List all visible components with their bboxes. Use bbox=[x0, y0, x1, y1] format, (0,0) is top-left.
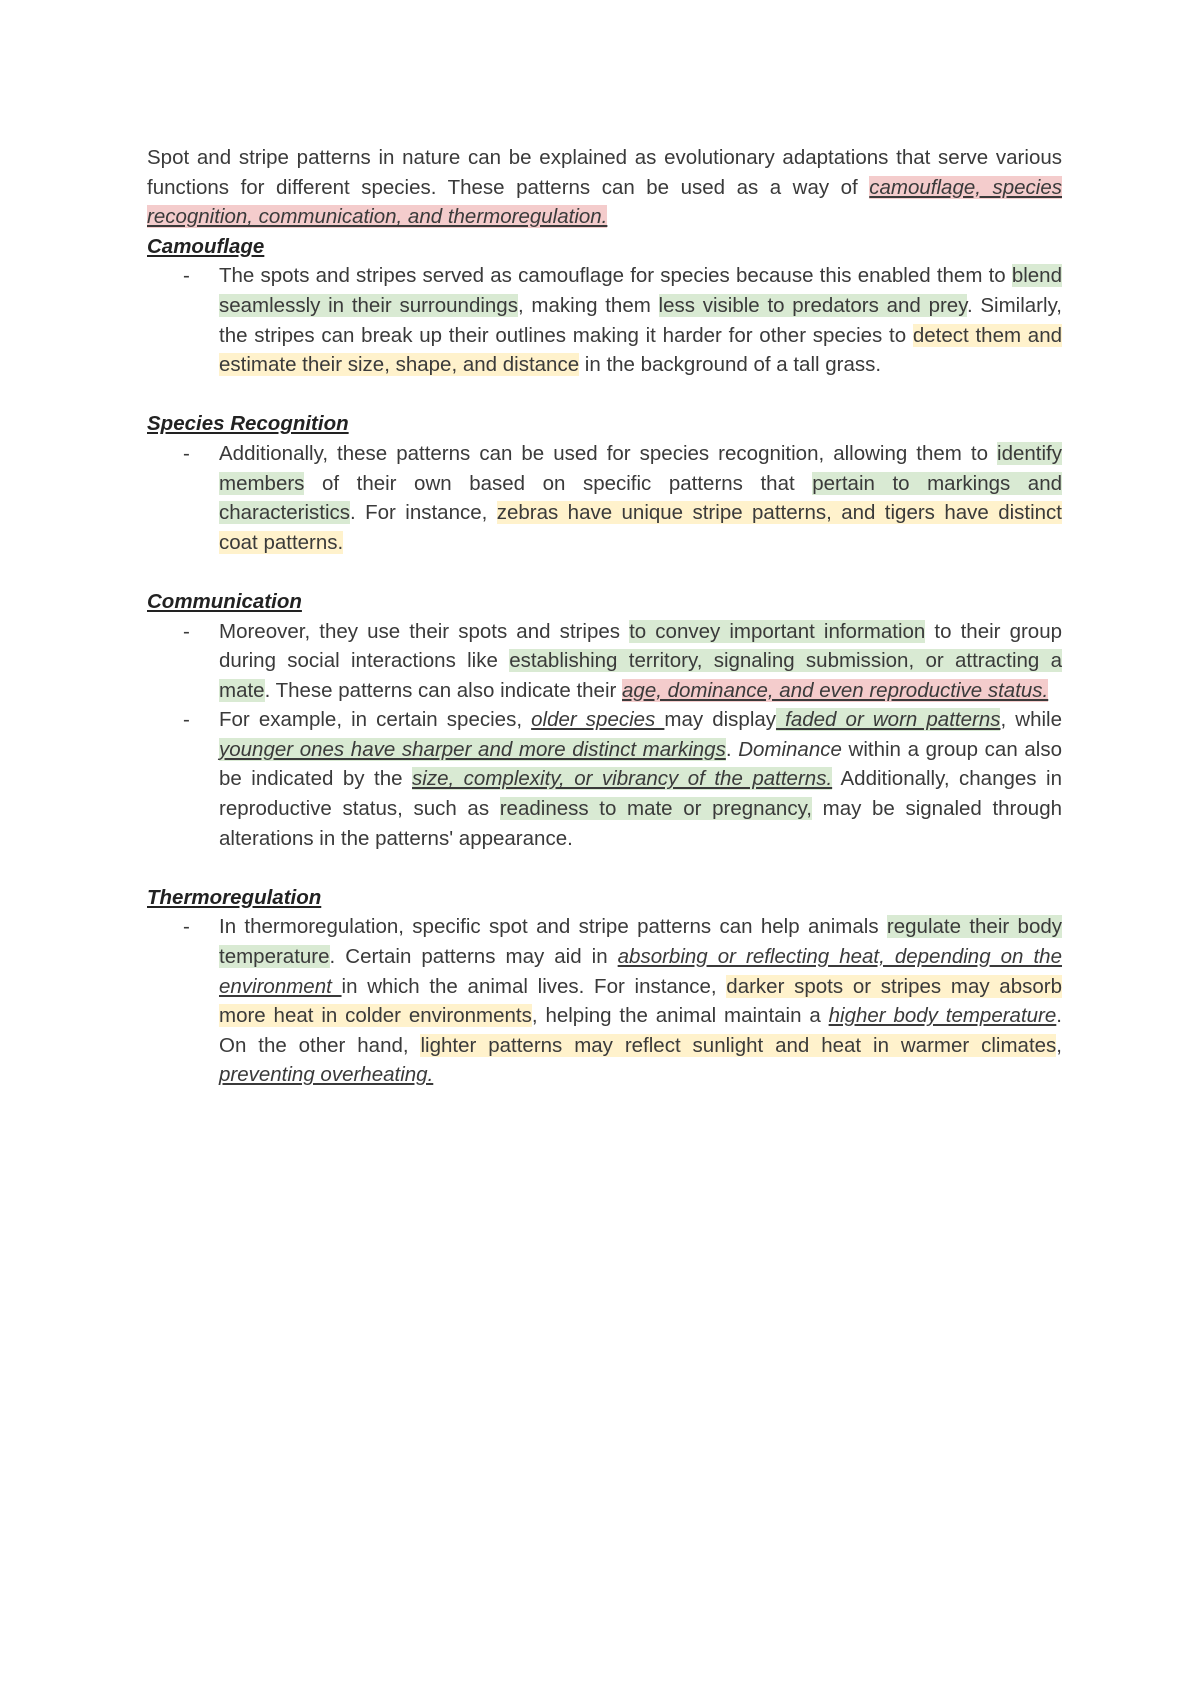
text-run: . Certain patterns may aid in bbox=[329, 945, 618, 969]
emphasized-text: Dominance bbox=[738, 737, 842, 761]
document-page bbox=[147, 143, 1062, 1120]
text-run: For example, in certain species, bbox=[219, 708, 532, 732]
section-communication bbox=[147, 587, 1062, 853]
text-run: within a group can also be indicated by the bbox=[219, 737, 1062, 791]
highlighted-text: establishing territory, signaling submission, or attracting a mate bbox=[219, 649, 1062, 702]
bullet-text bbox=[219, 620, 1062, 702]
highlighted-text: blend seamlessly in their surroundings bbox=[219, 264, 1062, 317]
text-run: . Similarly, the stripes can break up their outlines making it harder for other species to bbox=[219, 293, 1062, 347]
bullet-text bbox=[219, 708, 1062, 849]
bullet-dash: - bbox=[183, 264, 190, 288]
text-run: . For instance, bbox=[350, 501, 497, 525]
highlighted-text: detect them and estimate their size, shape, and distance bbox=[219, 323, 1062, 377]
text-run: , while bbox=[1000, 708, 1062, 732]
text-run: In thermoregulation, specific spot and stripe patterns can help animals bbox=[219, 915, 887, 939]
text-run: may be signaled through alterations in the patterns' appearance. bbox=[219, 797, 1062, 850]
bullet-text bbox=[219, 442, 1062, 554]
highlighted-text: faded or worn patterns bbox=[776, 708, 1001, 732]
text-run: , bbox=[1056, 1033, 1062, 1057]
highlighted-text: to convey important information bbox=[629, 619, 926, 643]
bullet-dash: - bbox=[183, 441, 190, 465]
text-run: Spot and stripe patterns in nature can be explained as evolutionary adaptations that serve various functions for different species. These patterns can be used as a way of bbox=[147, 146, 1062, 199]
highlighted-text: pertain to markings and characteristics bbox=[219, 471, 1062, 525]
text-run: in the background of a tall grass. bbox=[579, 353, 882, 377]
highlighted-text: younger ones have sharper and more distinct markings bbox=[219, 737, 726, 761]
text-run: of their own based on specific patterns that bbox=[304, 471, 813, 495]
emphasized-text: preventing overheating. bbox=[219, 1063, 434, 1087]
bullet-text bbox=[219, 264, 1062, 376]
highlighted-text: regulate their body temperature bbox=[219, 915, 1063, 969]
bullet-list bbox=[147, 617, 1062, 854]
text-run: The spots and stripes served as camouflage for species because this enabled them to bbox=[219, 264, 1012, 288]
bullet-dash: - bbox=[183, 915, 190, 939]
highlighted-text: darker spots or stripes may absorb more heat in colder environments bbox=[219, 974, 1062, 1028]
bullet-text bbox=[219, 915, 1062, 1086]
section-camouflage bbox=[147, 232, 1062, 380]
text-run: . bbox=[725, 737, 739, 761]
highlighted-text: identify members bbox=[219, 441, 1062, 495]
text-run: may display bbox=[664, 708, 777, 732]
text-run: Additionally, these patterns can be used for species recognition, allowing them to bbox=[219, 441, 998, 465]
emphasized-text: absorbing or reflecting heat, depending on the environment bbox=[219, 945, 1062, 998]
text-run: , helping the animal maintain a bbox=[531, 1004, 829, 1028]
emphasized-text: higher body temperature bbox=[828, 1004, 1057, 1028]
bullet-item bbox=[147, 617, 1062, 706]
highlighted-text: lighter patterns may reflect sunlight and heat in warmer climates bbox=[420, 1033, 1057, 1057]
section-thermoregulation bbox=[147, 883, 1062, 1090]
bullet-item bbox=[147, 705, 1062, 853]
section-heading: Communication bbox=[147, 589, 302, 613]
intro-paragraph bbox=[147, 143, 1062, 232]
text-run: , making them bbox=[517, 293, 659, 317]
highlighted-text: size, complexity, or vibrancy of the patterns. bbox=[412, 767, 833, 791]
bullet-list bbox=[147, 912, 1062, 1090]
highlighted-text: less visible to predators and prey bbox=[658, 293, 967, 317]
section-heading: Species Recognition bbox=[147, 412, 349, 436]
highlighted-text: zebras have unique stripe patterns, and tigers have distinct coat patterns. bbox=[219, 501, 1062, 554]
emphasized-text: older species bbox=[531, 708, 665, 732]
text-run: Moreover, they use their spots and stripes bbox=[219, 619, 630, 643]
bullet-item bbox=[147, 439, 1062, 557]
text-run: to their group during social interactions like bbox=[219, 619, 1063, 673]
text-run: in which the animal lives. For instance, bbox=[341, 974, 727, 998]
bullet-list bbox=[147, 261, 1062, 379]
highlighted-text: readiness to mate or pregnancy, bbox=[499, 797, 812, 821]
text-run: . These patterns can also indicate their bbox=[264, 678, 623, 702]
text-run: . On the other hand, bbox=[219, 1004, 1062, 1057]
highlighted-text: camouflage, species recognition, communication, and thermoregulation. bbox=[147, 175, 1062, 229]
section-species-recognition bbox=[147, 409, 1062, 557]
bullet-item bbox=[147, 912, 1062, 1090]
bullet-dash: - bbox=[183, 708, 190, 732]
bullet-list bbox=[147, 439, 1062, 557]
section-heading: Thermoregulation bbox=[147, 885, 322, 909]
bullet-item bbox=[147, 261, 1062, 379]
highlighted-text: age, dominance, and even reproductive status. bbox=[622, 678, 1049, 702]
section-heading: Camouflage bbox=[147, 234, 265, 258]
bullet-dash: - bbox=[183, 619, 190, 643]
text-run: Additionally, changes in reproductive status, such as bbox=[219, 767, 1062, 821]
